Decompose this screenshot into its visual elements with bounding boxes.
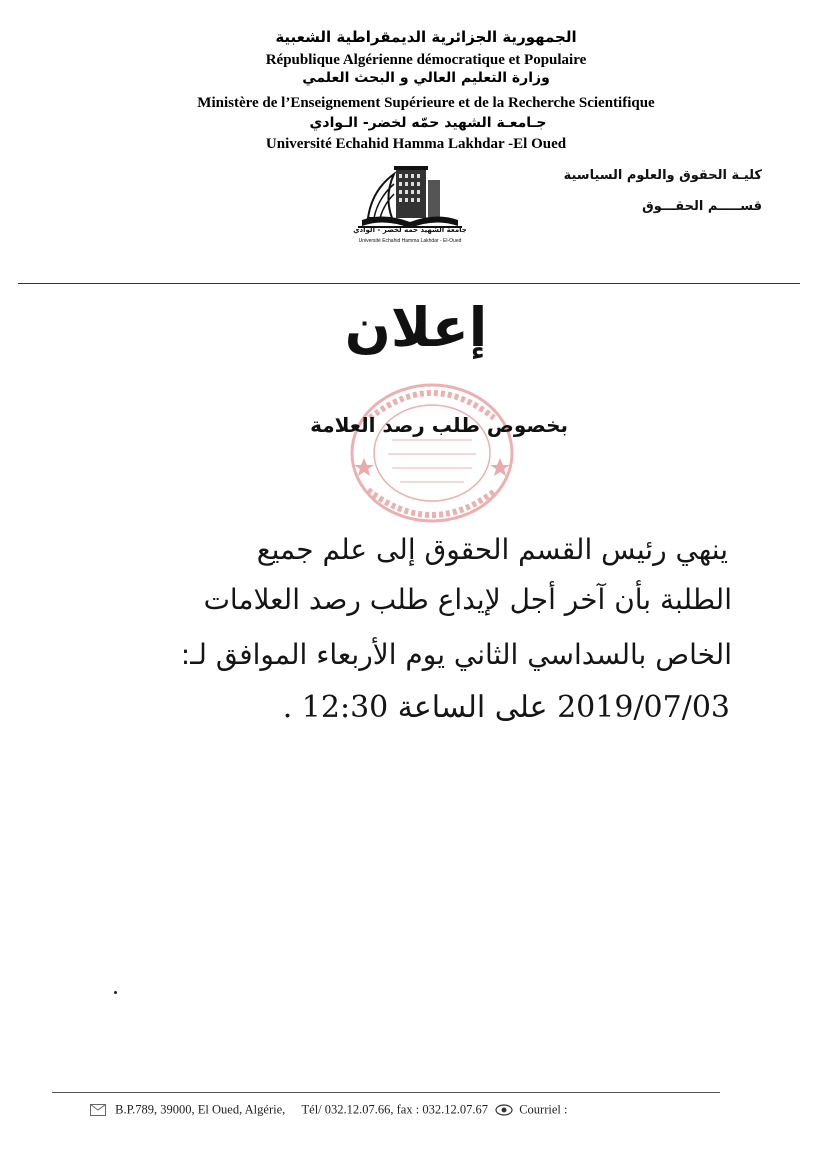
notice-subject: بخصوص طلب رصد العلامة — [310, 413, 568, 437]
footer-address: B.P.789, 39000, El Oued, Algérie, — [115, 1102, 286, 1117]
university-logo — [358, 160, 462, 250]
notice-line-4-date-time: 2019/07/03 على الساعة 12:30 . — [282, 690, 730, 725]
footer-divider — [52, 1092, 720, 1093]
header-divider — [18, 283, 800, 284]
stray-mark — [114, 991, 117, 994]
logo-caption-arabic: جامعة الشهيد حمه لخضر - الوادي — [353, 226, 467, 234]
footer-email-label: Courriel : — [519, 1102, 568, 1117]
department-name: قســـــم الحقـــوق — [642, 199, 762, 214]
logo-caption-french: Université Echahid Hamma Lakhdar - El-Oued — [358, 238, 462, 244]
notice-line-1: ينهي رئيس القسم الحقوق إلى علم جميع — [256, 533, 728, 566]
header-republic-arabic: الجمهورية الجزائرية الديمقراطية الشعبية — [275, 28, 577, 46]
header-university-french: Université Echahid Hamma Lakhdar -El Oued — [265, 136, 567, 152]
notice-line-2: الطلبة بأن آخر أجل لإيداع طلب رصد العلامات — [203, 583, 732, 616]
official-stamp — [340, 378, 520, 528]
footer-contact — [90, 1102, 770, 1118]
footer-phone-fax: Tél/ 032.12.07.66, fax : 032.12.07.67 — [301, 1102, 488, 1117]
mail-icon — [90, 1104, 106, 1116]
header-ministry-arabic: وزارة التعليم العالي و البحث العلمي — [302, 70, 550, 86]
header-university-arabic: جـامعـة الشهيد حمّه لخضر- الـوادي — [309, 115, 547, 131]
header-ministry-french: Ministère de l’Enseignement Supérieure et de la Recherche Scientifique — [197, 95, 655, 111]
header-republic-french: République Algérienne démocratique et Populaire — [265, 52, 587, 68]
notice-line-3: الخاص بالسداسي الثاني يوم الأربعاء الموافق لـ: — [180, 638, 732, 671]
email-icon — [495, 1104, 513, 1116]
notice-title: إعلان — [344, 296, 488, 359]
faculty-name: كليـة الحقوق والعلوم السياسية — [563, 168, 762, 183]
